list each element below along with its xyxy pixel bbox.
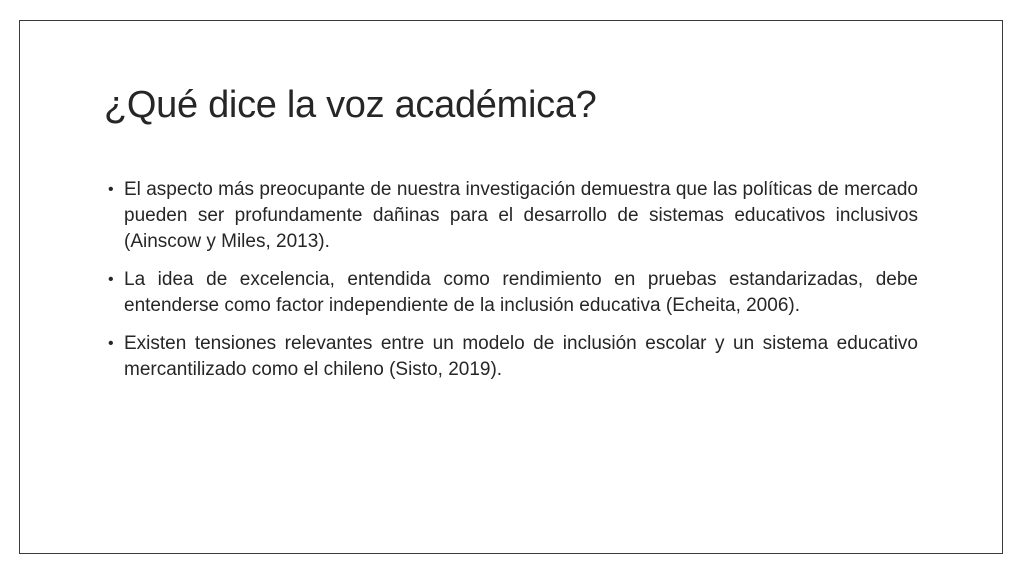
bullet-item — [108, 177, 918, 255]
bullet-text: El aspecto más preocupante de nuestra investigación demuestra que las políticas de mercado pueden ser profundamente dañinas para el desarrollo de sistemas educativos inclusivos (Ainscow y Miles, 2013). — [124, 179, 918, 252]
slide-title: ¿Qué dice la voz académica? — [104, 84, 597, 126]
bullet-text: La idea de excelencia, entendida como rendimiento en pruebas estandarizadas, debe entenderse como factor independiente de la inclusión educativa (Echeita, 2006). — [124, 269, 918, 316]
bullet-icon: • — [108, 335, 114, 352]
bullet-icon: • — [108, 271, 114, 288]
bullet-item — [108, 331, 918, 383]
bullet-icon: • — [108, 181, 114, 198]
slide — [19, 20, 1003, 554]
bullet-text: Existen tensiones relevantes entre un modelo de inclusión escolar y un sistema educativo mercantilizado como el chileno (Sisto, 2019). — [124, 333, 918, 380]
bullet-item — [108, 267, 918, 319]
bullet-list — [108, 177, 918, 395]
